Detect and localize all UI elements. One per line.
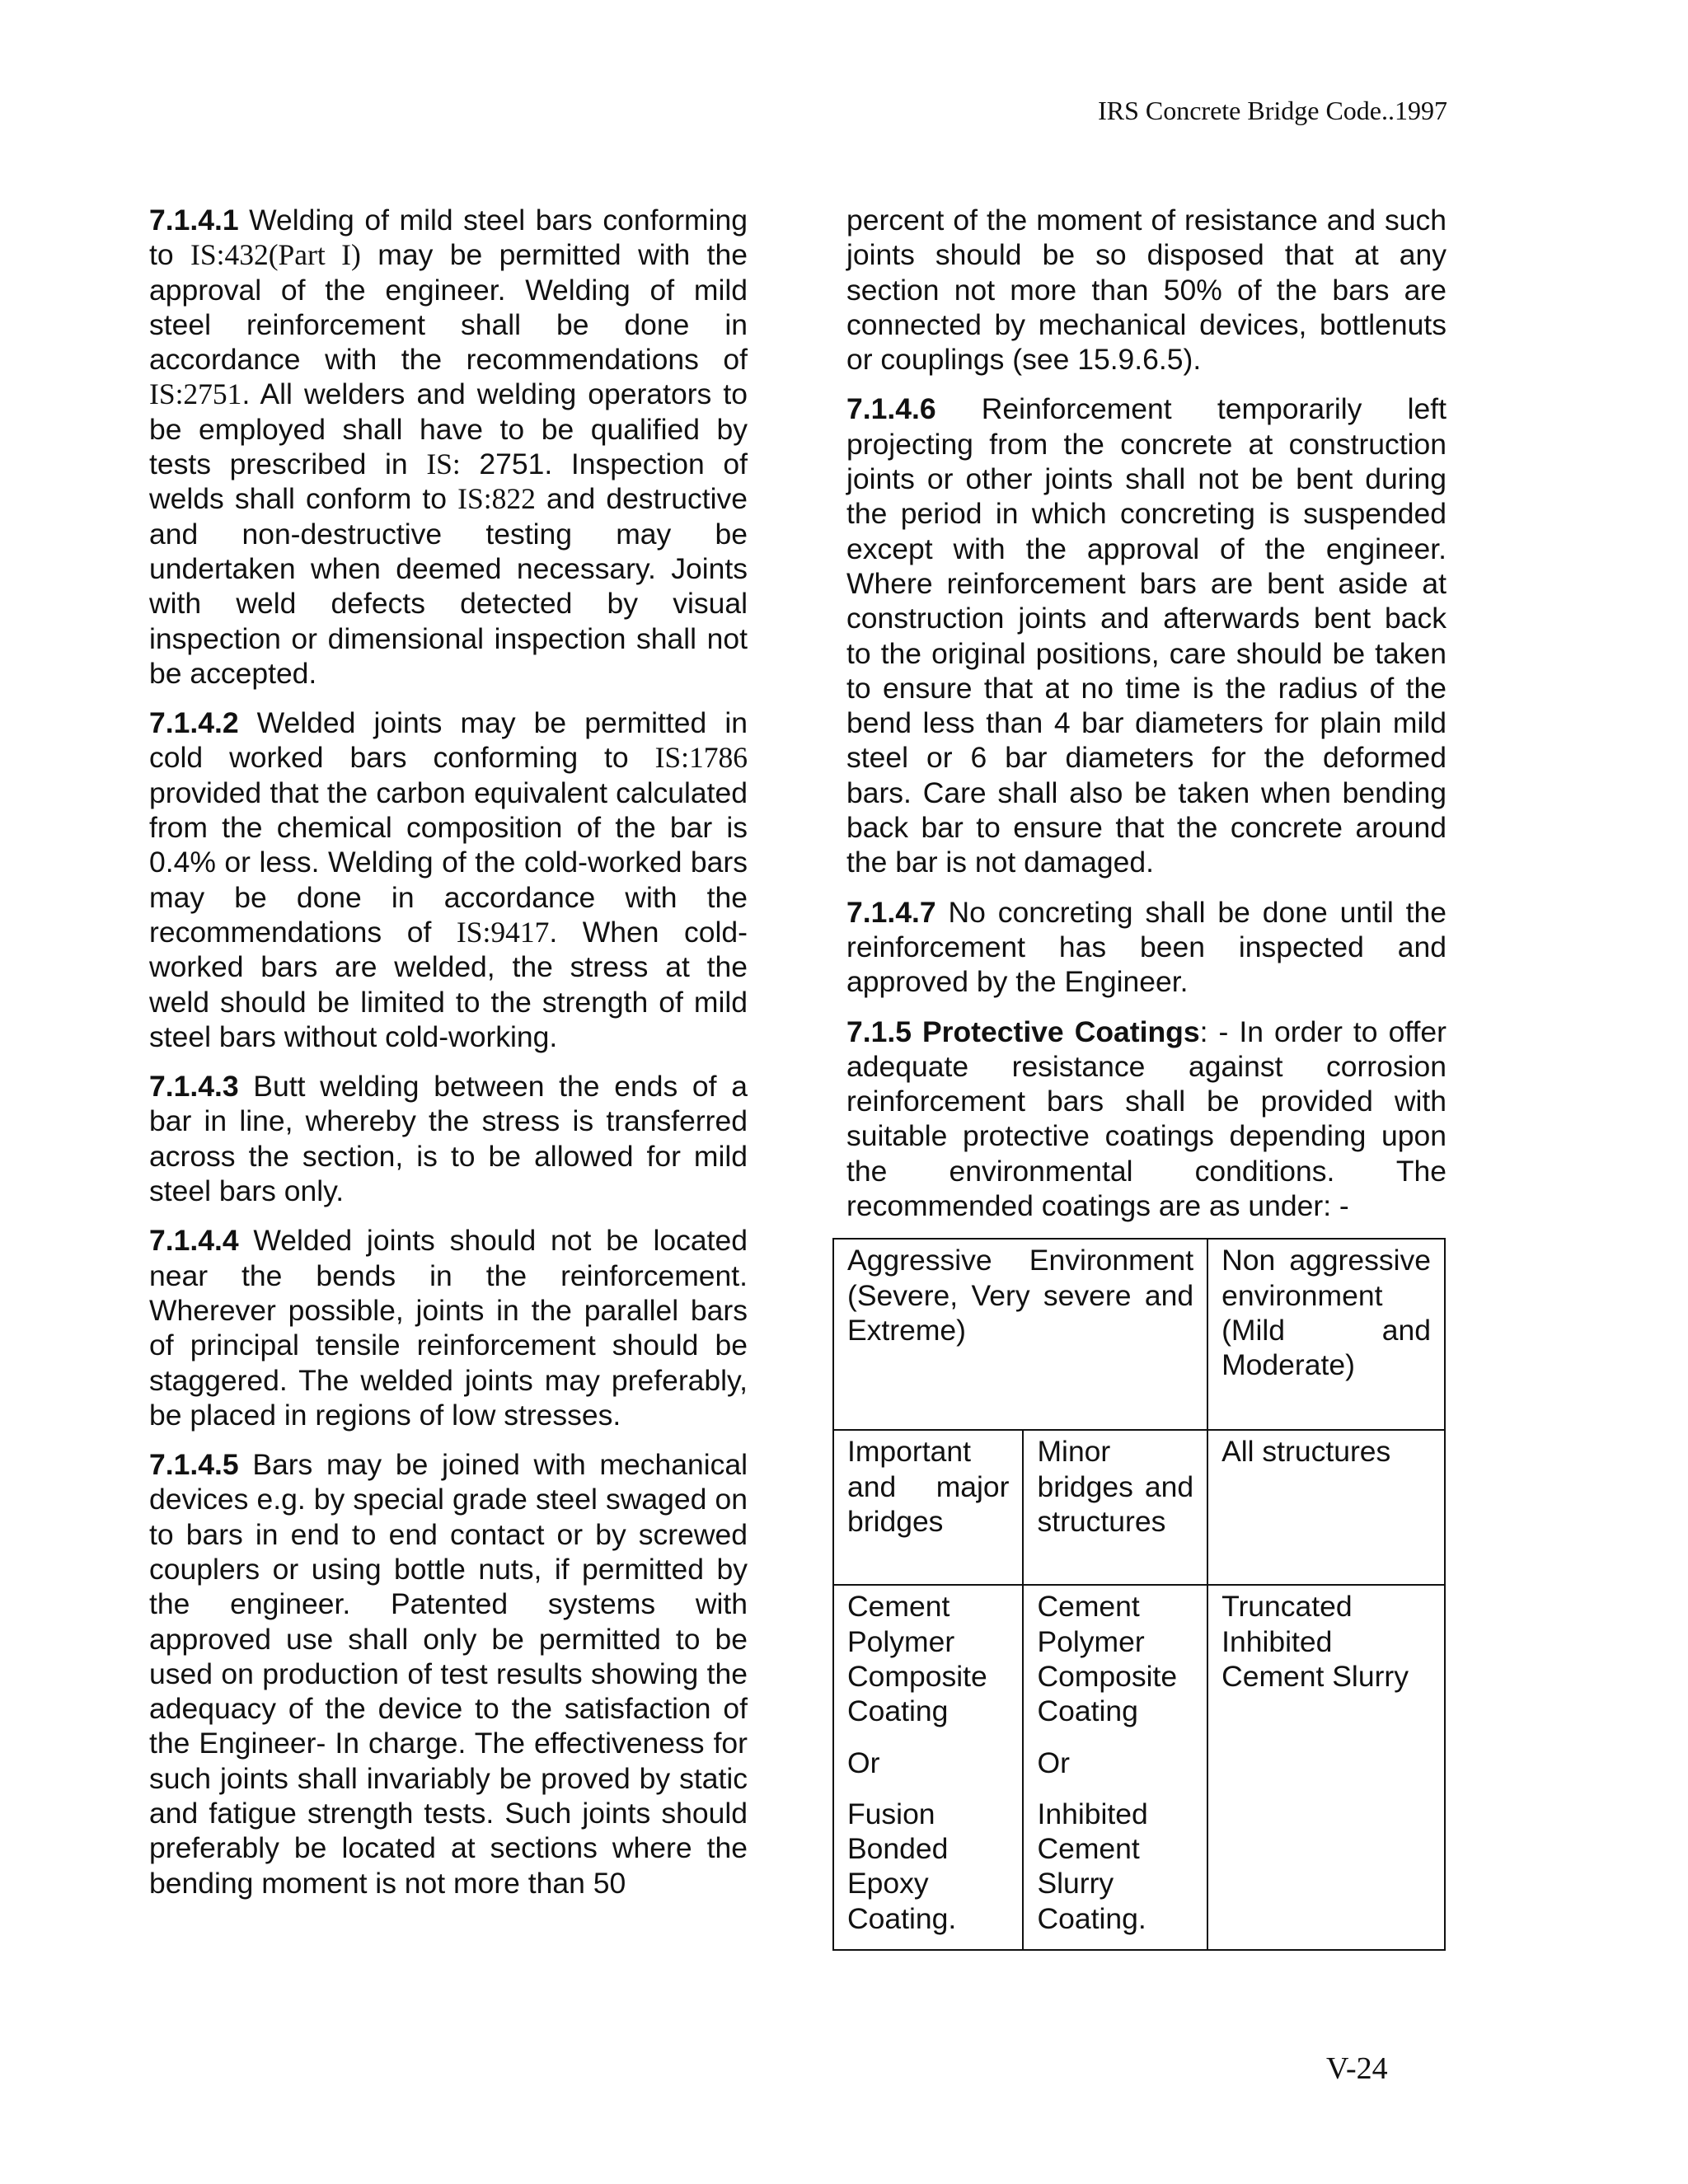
clause-7-1-4-4	[149, 1223, 748, 1432]
clause-number: 7.1.4.4	[149, 1224, 239, 1258]
clause-number: 7.1.4.2	[149, 706, 239, 740]
left-column	[149, 203, 748, 1915]
cell-coating-important	[833, 1585, 1023, 1950]
clause-text: . All welders and welding operators to be employed shall have to be qualified by tests prescribed in	[149, 377, 748, 481]
clause-text: . When cold-worked bars are welded, the stress at the weld should be limited to the strength of mild steel bars without cold-working.	[149, 915, 748, 1053]
clause-text: Welded joints may be permitted in cold worked bars conforming to	[149, 706, 748, 775]
clause-number: 7.1.4.3	[149, 1070, 239, 1104]
clause-7-1-4-6	[846, 391, 1447, 879]
clause-text: Welding of mild steel bars conforming to	[149, 204, 748, 272]
clause-number: 7.1.4.1	[149, 204, 239, 237]
coatings-table	[832, 1238, 1446, 1951]
header-aggressive: Aggressive Environment (Severe, Very severe and Extreme)	[833, 1239, 1207, 1430]
table-row	[833, 1585, 1445, 1950]
standard-ref: IS:2751	[149, 377, 242, 411]
clause-number: 7.1.4.6	[846, 392, 936, 426]
clause-text: No concreting shall be done until the reinforcement has been inspected and approved by the Engineer.	[846, 895, 1447, 999]
sub-all-structures: All structures	[1207, 1430, 1445, 1585]
clause-7-1-4-3	[149, 1069, 748, 1208]
page-number: V-24	[1326, 2051, 1388, 2086]
clause-text: provided that the carbon equivalent calculated from the chemical composition of the bar is 0.4% or less. Welding of the cold-worked bars may be done in accordance with the recommendations of	[149, 776, 748, 949]
cell-text: Cement Polymer Composite Coating	[847, 1590, 987, 1728]
clause-7-1-4-2	[149, 705, 748, 1054]
clause-text: : - In order to offer adequate resistance against corrosion reinforcement bars shall be provided with suitable protective coatings depending upon the environmental conditions. The recommended coatings are as under: -	[846, 1015, 1447, 1223]
standard-ref: IS:9417	[456, 915, 550, 949]
standard-ref: IS:822	[457, 482, 536, 516]
clause-text: may be permitted with the approval of the engineer. Welding of mild steel reinforcement shall be done in accordance with the recommendations of	[149, 238, 748, 377]
standard-ref: IS:1786	[654, 741, 748, 775]
clause-7-1-5	[846, 1015, 1447, 1224]
clause-number: 7.1.4.5	[149, 1448, 239, 1482]
clause-number: 7.1.4.7	[846, 895, 936, 929]
clause-7-1-4-5	[149, 1447, 748, 1900]
table-row	[833, 1430, 1445, 1585]
cell-coating-minor	[1023, 1585, 1207, 1950]
header-non-aggressive: Non aggressive environment (Mild and Moderate)	[1207, 1239, 1445, 1430]
table-row	[833, 1239, 1445, 1430]
clause-text: Bars may be joined with mechanical devices e.g. by special grade steel swaged on to bars in end to end contact or by screwed couplers or using bottle nuts, if permitted by the engineer. Patented systems with approved use shall only be permitted to be used on production of test results showing the adequacy of the device to the satisfaction of the Engineer- In charge. The effectiveness for such joints shall invariably be proved by static and fatigue strength tests. Such joints should preferably be located at sections where the bending moment is not more than 50	[149, 1448, 748, 1900]
standard-ref: IS:	[426, 448, 461, 481]
cell-text: Cement Polymer Composite Coating	[1037, 1590, 1178, 1728]
sub-minor-bridges: Minor bridges and structures	[1023, 1430, 1207, 1585]
clause-heading: 7.1.5 Protective Coatings	[846, 1015, 1200, 1048]
clause-text: Welded joints should not be located near the bends in the reinforcement. Wherever possible, joints in the parallel bars of principal tensile reinforcement should be staggered. The welded joints may preferably, be placed in regions of low stresses.	[149, 1224, 748, 1432]
clause-text: Reinforcement temporarily left projecting from the concrete at construction joints or other joints shall not be bent during the period in which concreting is suspended except with the approval of the engineer. Where reinforcement bars are bent aside at construction joints and afterwards bent back to the original positions, care should be taken to ensure that at no time is the radius of the bend less than 4 bar diameters for plain mild steel or 6 bar diameters for the deformed bars. Care shall also be taken when bending back bar to ensure that the concrete around the bar is not damaged.	[846, 392, 1447, 879]
clause-text: Butt welding between the ends of a bar in line, whereby the stress is transferred across the section, is to be allowed for mild steel bars only.	[149, 1070, 748, 1208]
running-header: IRS Concrete Bridge Code..1997	[1098, 96, 1447, 125]
cell-text: Inhibited Cement Slurry Coating.	[1037, 1797, 1148, 1935]
clause-7-1-4-7	[846, 895, 1447, 1000]
cell-text: Fusion Bonded Epoxy Coating.	[847, 1797, 957, 1935]
clause-text: 2751. Inspection of welds shall conform to	[149, 448, 748, 516]
right-column	[846, 203, 1447, 1951]
cell-or: Or	[1037, 1746, 1070, 1779]
cell-coating-all: Truncated Inhibited Cement Slurry	[1207, 1585, 1445, 1950]
sub-important-bridges: Important and major bridges	[833, 1430, 1023, 1585]
clause-continuation: percent of the moment of resistance and such joints should be so disposed that at any section not more than 50% of the bars are connected by mechanical devices, bottlenuts or couplings (see 15.9.6.5).	[846, 204, 1447, 377]
clause-7-1-4-1	[149, 203, 748, 691]
clause-text: and destructive and non-destructive testing may be undertaken when deemed necessary. Joints with weld defects detected by visual inspection or dimensional inspection shall not be accepted.	[149, 482, 748, 690]
standard-ref: IS:432(Part I)	[190, 238, 361, 272]
cell-or: Or	[847, 1746, 880, 1779]
